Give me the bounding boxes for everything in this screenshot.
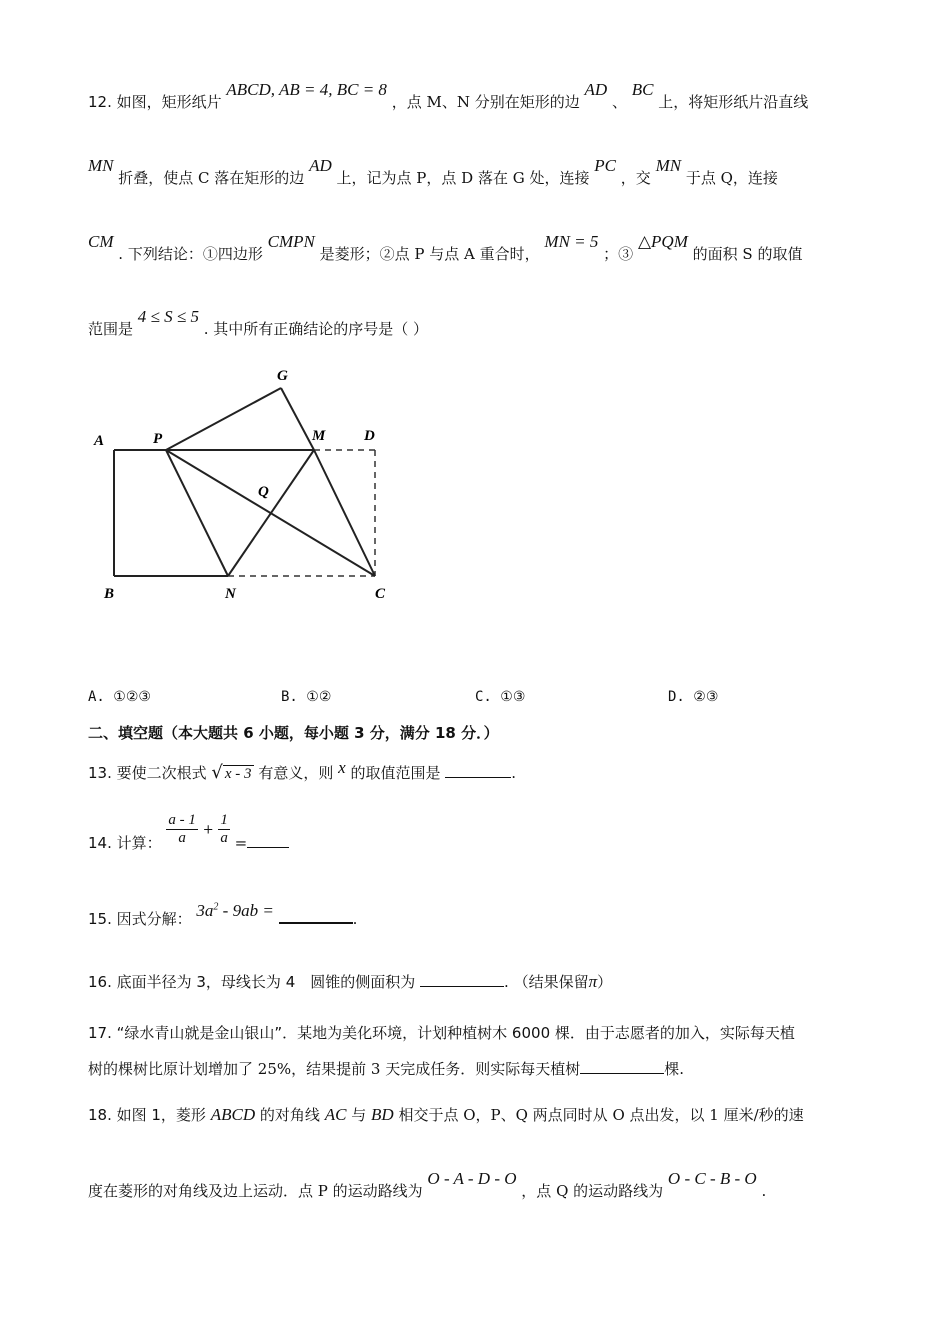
q12-line4-text2: . 其中所有正确结论的序号是（ ） (203, 320, 429, 338)
q14-equals: = (234, 833, 248, 852)
q14-fraction-2 (218, 812, 230, 847)
q16-text: 16. 底面半径为 3，母线长为 4 圆锥的侧面积为 (88, 973, 416, 991)
q12-math-mn: MN (88, 156, 114, 175)
choice-d[interactable]: D. ②③ (668, 689, 719, 705)
q15-end: . (352, 910, 358, 928)
q18-line2-prefix: 度在菱形的对角线及边上运动．点 P 的运动路线为 (88, 1182, 423, 1200)
q12-line3-text2: 是菱形；②点 P 与点 A 重合时， (319, 245, 540, 263)
section2-heading: 二、填空题（本大题共 6 小题，每小题 3 分，满分 18 分．） (88, 724, 499, 742)
q18-path-p: O - A - D - O (427, 1169, 517, 1188)
q12-line2-text4: 于点 Q，连接 (685, 169, 778, 187)
q18-math-ac: AC (324, 1105, 347, 1124)
label-m: M (312, 428, 326, 444)
q15-exponent: 2 (213, 901, 219, 913)
q12-line2-text2: 上，记为点 P，点 D 落在 G 处，连接 (336, 169, 590, 187)
q12-math-mn5: MN = 5 (544, 232, 599, 251)
q12-line1-text3: 上，将矩形纸片沿直线 (658, 93, 809, 111)
choice-c[interactable]: C. ①③ (475, 689, 526, 705)
q16-close: ） (597, 973, 613, 991)
q13-text2: 的取值范围是 (350, 764, 441, 782)
q12-line1-text1: ，点 M、N 分别在矩形的边 (391, 93, 580, 111)
q14-answer-blank[interactable] (247, 833, 289, 848)
q12-math-mn2: MN (655, 156, 682, 175)
q14-frac1-denominator: a (178, 830, 186, 846)
q12-line3-text1: . 下列结论：①四边形 (118, 245, 263, 263)
label-d: D (364, 428, 375, 444)
choice-b[interactable]: B. ①② (281, 689, 332, 705)
q16-end: . （结果保留 (504, 973, 589, 991)
q16-pi: π (588, 972, 598, 991)
q16-answer-blank[interactable] (420, 972, 504, 987)
q12-line3-text3: ；③ (603, 245, 634, 263)
label-g: G (277, 368, 288, 384)
label-c: C (375, 586, 386, 602)
q13-end: . (511, 764, 517, 782)
q12-line2-text1: 折叠，使点 C 落在矩形的边 (118, 169, 305, 187)
q12-line2-text3: ，交 (620, 169, 651, 187)
q12-math-range: 4 ≤ S ≤ 5 (137, 307, 199, 326)
q12-line3 (88, 232, 803, 264)
q15-answer-blank[interactable] (279, 908, 353, 924)
q15-expr-b: - 9ab = (218, 901, 274, 920)
q18-path-q: O - C - B - O (667, 1169, 757, 1188)
q13-var-x: x (338, 758, 346, 777)
q13 (88, 758, 517, 783)
q18-line1 (88, 1104, 804, 1125)
edge-gm (281, 388, 314, 450)
q18-text2: 与 (351, 1106, 367, 1124)
label-b: B (104, 586, 115, 602)
q12-line3-text4: 的面积 S 的取值 (692, 245, 803, 263)
q17-line2 (88, 1058, 684, 1079)
q15-expr (196, 901, 273, 920)
q14-prefix: 14. 计算： (88, 833, 162, 852)
q12-line1-text2: 、 (611, 93, 627, 111)
q17-answer-blank[interactable] (580, 1059, 664, 1074)
q12-line4 (88, 307, 429, 339)
q13-prefix: 13. 要使二次根式 (88, 764, 207, 782)
q12-math-pc: PC (594, 156, 616, 175)
q12-math-bc: BC (631, 80, 654, 99)
q13-radicand: x - 3 (224, 766, 252, 782)
q18-prefix: 18. 如图 1，菱形 (88, 1106, 206, 1124)
q14-frac2-denominator: a (220, 830, 228, 846)
q17-line2-end: 棵. (664, 1060, 684, 1078)
q12-math-abcd: ABCD, AB = 4, BC = 8 (226, 80, 387, 99)
q18-math-bd: BD (371, 1105, 394, 1124)
q12-line4-text1: 范围是 (88, 320, 134, 338)
choice-a[interactable]: A. ①②③ (88, 689, 151, 705)
q16 (88, 971, 612, 992)
q18-line2 (88, 1169, 767, 1201)
q14-fraction-1 (166, 812, 198, 847)
label-p: P (153, 431, 163, 447)
q12-math-cm: CM (88, 232, 114, 251)
q15 (88, 901, 358, 929)
q12-line2 (88, 156, 778, 188)
q14-plus: + (202, 822, 214, 838)
q12-figure (88, 360, 418, 610)
q15-prefix: 15. 因式分解： (88, 910, 192, 928)
q17-line1: 17. “绿水青山就是金山银山”．某地为美化环境，计划种植树木 6000 棵．由于志愿者的加入，实际每天植 (88, 1024, 795, 1042)
q12-math-pqm: △PQM (637, 232, 688, 251)
q18-text3: 相交于点 O，P、Q 两点同时从 O 点出发，以 1 厘米/秒的速 (398, 1106, 804, 1124)
q12-math-ad: AD (584, 80, 608, 99)
q18-text4: ，点 Q 的运动路线为 (521, 1182, 664, 1200)
q18-end: . (761, 1182, 767, 1200)
label-n: N (225, 586, 236, 602)
q12-line1 (88, 80, 809, 112)
q12-line1-prefix: 12. 如图，矩形纸片 (88, 93, 222, 111)
q12-math-cmpn: CMPN (267, 232, 315, 251)
q18-math-abcd: ABCD (210, 1105, 256, 1124)
q18-text1: 的对角线 (259, 1106, 320, 1124)
q14 (88, 812, 289, 852)
q15-expr-a: 3a (196, 901, 214, 920)
label-a: A (94, 433, 105, 449)
q13-answer-blank[interactable] (445, 763, 511, 778)
q14-frac2-numerator: 1 (220, 812, 228, 828)
sqrt-sign: √ (211, 762, 223, 783)
label-q: Q (258, 484, 269, 500)
q14-frac1-numerator: a - 1 (168, 812, 196, 828)
q12-math-ad2: AD (309, 156, 332, 175)
q17-line2-prefix: 树的棵树比原计划增加了 25%，结果提前 3 天完成任务．则实际每天植树 (88, 1060, 581, 1078)
edge-pg (166, 388, 281, 450)
q13-text1: 有意义，则 (258, 764, 334, 782)
